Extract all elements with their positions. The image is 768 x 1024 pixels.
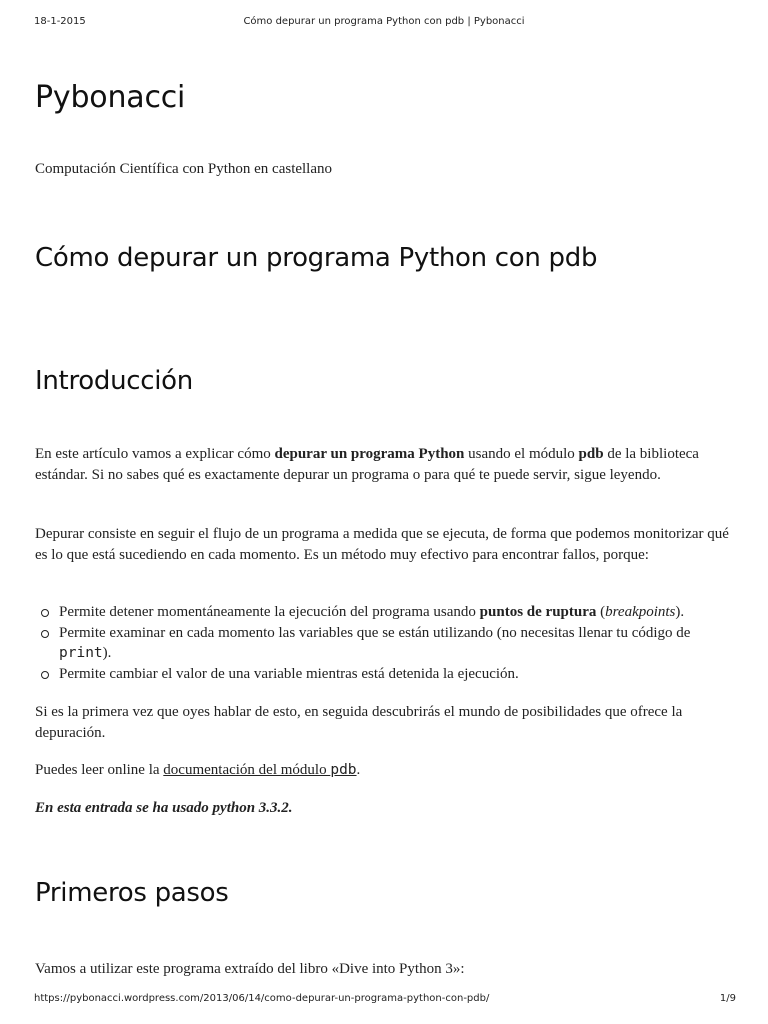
paragraph-version-note: En esta entrada se ha usado python 3.3.2.: [35, 800, 293, 816]
paragraph-programa: Vamos a utilizar este programa extraído del libro «Dive into Python 3»:: [35, 961, 465, 977]
post-title: Cómo depurar un programa Python con pdb: [35, 243, 598, 273]
heading-introduccion: Introducción: [35, 366, 193, 396]
text-run: (: [596, 604, 606, 620]
paragraph-depurar: Depurar consiste en seguir el flujo de un programa a medida que se ejecuta, de forma que podemos monitorizar qué es lo que está sucediendo en cada momento. Es un método muy efectivo para encontrar fallos, porque:: [35, 526, 729, 563]
text-run: Permite cambiar el valor de una variable mientras está detenida la ejecución.: [59, 665, 519, 682]
circle-bullet-icon: [41, 671, 49, 679]
print-url: https://pybonacci.wordpress.com/2013/06/14/como-depurar-un-programa-python-con-pdb/: [34, 993, 490, 1004]
link-text: documentación del módulo: [163, 762, 331, 778]
heading-primeros-pasos: Primeros pasos: [35, 878, 229, 908]
site-description: Computación Científica con Python en castellano: [35, 161, 333, 177]
text-run: de la biblioteca estándar. Si no sabes qué es exactamente depurar un programa o para qué te puede servir, sigue leyendo.: [35, 446, 699, 483]
inline-code: pdb: [330, 762, 357, 778]
text-run: .: [356, 762, 361, 778]
text-run: Puedes leer online la: [35, 762, 164, 778]
text-run: ).: [102, 645, 112, 661]
inline-code: print: [59, 645, 103, 661]
list-item: [35, 602, 735, 623]
benefits-list: [35, 602, 735, 684]
text-run: Permite examinar en cada momento las variables que se están utilizando (no necesitas llenar tu código de: [59, 624, 691, 641]
paragraph-primera-vez: Si es la primera vez que oyes hablar de esto, en seguida descubrirás el mundo de posibilidades que ofrece la depuración.: [35, 704, 683, 741]
paragraph-intro: [35, 444, 735, 485]
print-date: 18-1-2015: [34, 16, 86, 27]
print-title: Cómo depurar un programa Python con pdb | Pybonacci: [243, 16, 525, 27]
text-run: En este artículo vamos a explicar cómo: [35, 446, 275, 462]
bold-text: depurar un programa Python: [274, 446, 465, 462]
pdb-docs-link[interactable]: [163, 762, 356, 778]
paragraph-documentacion: [35, 760, 735, 781]
circle-bullet-icon: [41, 630, 49, 638]
page-number: 1/9: [719, 993, 736, 1004]
italic-text: breakpoints: [605, 604, 676, 620]
bold-text: puntos de ruptura: [479, 604, 597, 620]
list-item: [35, 664, 735, 685]
list-item: [35, 623, 735, 664]
text-run: ).: [675, 604, 685, 620]
circle-bullet-icon: [41, 609, 49, 617]
site-title[interactable]: Pybonacci: [35, 80, 186, 115]
text-run: usando el módulo: [464, 446, 579, 462]
text-run: Permite detener momentáneamente la ejecución del programa usando: [59, 604, 480, 620]
bold-text: pdb: [578, 446, 604, 462]
